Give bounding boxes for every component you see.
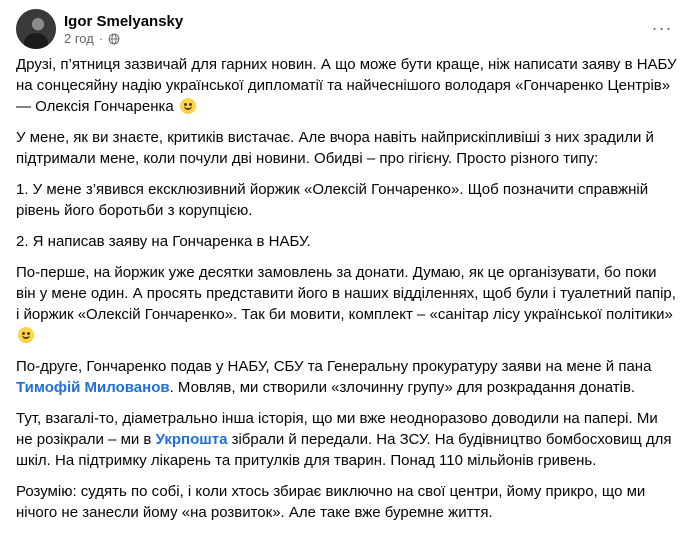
paragraph-text: зібрали й передали. На ЗСУ. На будівництво бомбосховищ для шкіл. На підтримку лікарень та притулків для тварин. Понад 110 мільйонів гривень.: [16, 431, 672, 469]
post-header: [16, 9, 183, 49]
paragraph-text: Друзі, п’ятниця зазвичай для гарних новин. А що може бути краще, ніж написати заяву в НАБУ на сонцесяйну надію української дипломатії та найчеснішого володаря «Гончаренко Центрів» — Олексія Гончаренка: [16, 56, 677, 115]
paragraph-text: . Мовляв, ми створили «злочинну групу» для розкрадання донатів.: [169, 379, 636, 396]
post-body: [16, 54, 678, 533]
post-subline: [64, 31, 183, 47]
post-paragraph: У мене, як ви знаєте, критиків вистачає. Але вчора навіть найприскіпливіші з них зрадили й підтримали мене, коли почули дві новини. Обидві – про гігієну. Просто різного типу:: [16, 129, 654, 167]
paragraph-text: По-друге, Гончаренко подав у НАБУ, СБУ та Генеральну прокуратуру заяви на мене й пана: [16, 358, 652, 375]
post-paragraph: [16, 408, 678, 471]
post-paragraph: 1. У мене з’явився ексклюзивний йоржик «Олексій Гончаренко». Щоб позначити справжній рівень його боротьби з корупцією.: [16, 181, 649, 219]
mention-link-ukrposhta[interactable]: Укрпошта: [155, 431, 228, 448]
post-paragraph: Розумію: судять по собі, і коли хтось збирає виключно на свої центри, йому прикро, що ми нічого не занесли йому «на розвиток». Але таке вже буремне життя.: [16, 483, 646, 521]
post-paragraph: [16, 54, 678, 117]
post-meta: [64, 12, 183, 47]
paragraph-text: По-перше, на йоржик уже десятки замовлень за донати. Думаю, як це організувати, бо поки він у мене один. А просять представити його в наших відділеннях, щоб були і туалетний папір, і йоржик «Олексій Гончаренко». Так би мовити, комплект – «санітар лісу української політики»: [16, 264, 676, 323]
mention-link-tymofiy-mylovanov[interactable]: Тимофій Милованов: [16, 379, 170, 396]
author-name[interactable]: Igor Smelyansky: [64, 12, 184, 30]
post-paragraph: [16, 356, 678, 398]
globe-icon[interactable]: [108, 33, 120, 45]
author-avatar[interactable]: [16, 9, 56, 49]
paragraph-text: Тут, взагалі-то, діаметрально інша історія, що ми вже неодноразово доводили на папері. Ми не розікрали – ми в: [16, 410, 658, 448]
post-paragraph: 2. Я написав заяву на Гончаренка в НАБУ.: [16, 233, 311, 250]
more-options-icon[interactable]: ···: [651, 17, 673, 38]
smiling-face-emoji: [18, 327, 34, 343]
smiling-face-emoji: [180, 98, 196, 114]
separator-dot: ·: [98, 30, 104, 46]
post-timestamp[interactable]: 2 год: [64, 30, 94, 46]
post-paragraph: [16, 262, 678, 346]
